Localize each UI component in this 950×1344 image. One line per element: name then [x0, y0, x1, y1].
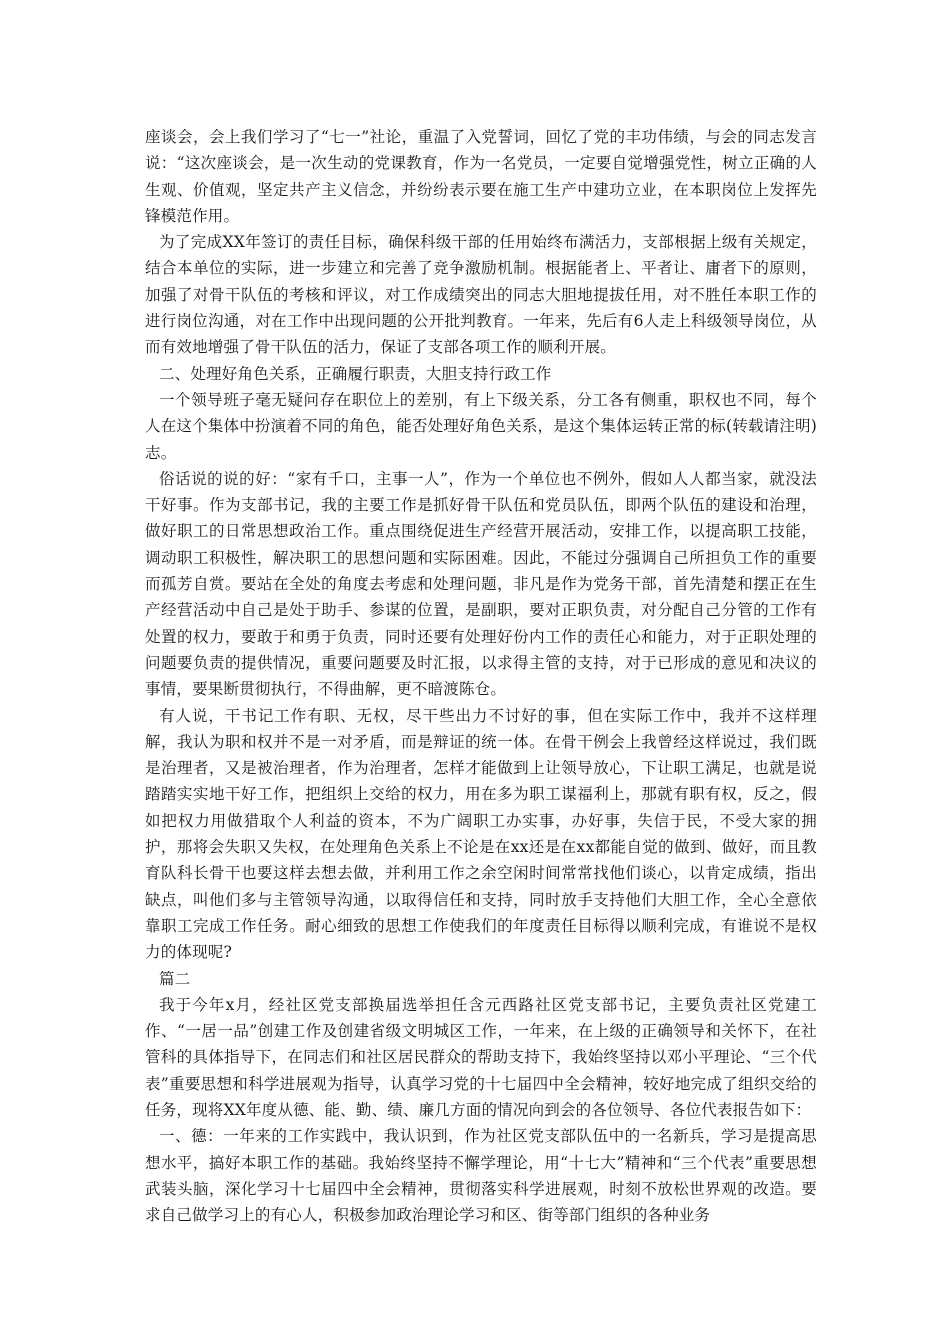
chapter-heading-2: 篇二 [159, 969, 191, 988]
document-body [145, 124, 817, 1228]
paragraph-2: 为了完成XX年签订的责任目标，确保科级干部的任用始终布满活力，支部根据上级有关规定，结合本单位的实际，进一步建立和完善了竞争激励机制。根据能者上、平者让、庸者下的原则，加强了对骨干队伍的考核和评议，对工作成绩突出的同志大胆地提拔任用，对不胜任本职工作的进行岗位沟通，对在工作中出现问题的公开批判教育。一年来，先后有6人走上科级领导岗位，从而有效地增强了骨干队伍的活力，保证了支部各项工作的顺利开展。 [145, 233, 817, 357]
paragraph-1: 座谈会，会上我们学习了“七一”社论，重温了入党誓词，回忆了党的丰功伟绩，与会的同志发言说：“这次座谈会，是一次生动的党课教育，作为一名党员，一定要自觉增强党性，树立正确的人生观、价值观，坚定共产主义信念，并纷纷表示要在施工生产中建功立业，在本职岗位上发挥先锋模范作用。 [145, 128, 817, 225]
paragraph-4: 一个领导班子毫无疑问存在职位上的差别，有上下级关系，分工各有侧重，职权也不同，每个人在这个集体中扮演着不同的角色，能否处理好角色关系，是这个集体运转正常的标(转载请注明)志。 [145, 390, 817, 462]
section-heading-2: 二、处理好角色关系，正确履行职责，大胆支持行政工作 [159, 364, 552, 383]
paragraph-6: 有人说，干书记工作有职、无权，尽干些出力不讨好的事，但在实际工作中，我并不这样理解，我认为职和权并不是一对矛盾，而是辩证的统一体。在骨干例会上我曾经这样说过，我们既是治理者，又是被治理者，作为治理者，怎样才能做到上让领导放心，下让职工满足，也就是说踏踏实实地干好工作，把组织上交给的权力，用在多为职工谋福利上，那就有职有权，反之，假如把权力用做猎取个人利益的资本，不为广阔职工办实事，办好事，失信于民，不受大家的拥护，那将会失职又失权，在处理角色关系上不论是在xx还是在xx都能自觉的做到、做好，而且教育队科长骨干也要这样去想去做，并利用工作之余空闲时间常常找他们谈心，以肯定成绩，指出缺点，叫他们多与主管领导沟通，以取得信任和支持，同时放手支持他们大胆工作，全心全意依靠职工完成工作任务。耐心细致的思想工作使我们的年度责任目标得以顺利完成，有谁说不是权力的体现呢? [145, 706, 817, 962]
paragraph-8: 我于今年x月，经社区党支部换届选举担任含元西路社区党支部书记，主要负责社区党建工作、“一居一品”创建工作及创建省级文明城区工作，一年来，在上级的正确领导和关怀下，在社管科的具体指导下，在同志们和社区居民群众的帮助支持下，我始终坚持以邓小平理论、“三个代表”重要思想和科学进展观为指导，认真学习党的十七届四中全会精神，较好地完成了组织交给的任务，现将XX年度从德、能、勤、绩、廉几方面的情况向到会的各位领导、各位代表报告如下： [145, 995, 817, 1119]
paragraph-9: 一、德：一年来的工作实践中，我认识到，作为社区党支部队伍中的一名新兵，学习是提高思想水平，搞好本职工作的基础。我始终坚持不懈学理论，用“十七大”精神和“三个代表”重要思想武装头脑，深化学习十七届四中全会精神，贯彻落实科学进展观，时刻不放松世界观的改造。要求自己做学习上的有心人，积极参加政治理论学习和区、街等部门组织的各种业务 [145, 1127, 817, 1225]
paragraph-5: 俗话说的说的好：“家有千口，主事一人”，作为一个单位也不例外，假如人人都当家，就没法干好事。作为支部书记，我的主要工作是抓好骨干队伍和党员队伍，即两个队伍的建设和治理，做好职工的日常思想政治工作。重点围绕促进生产经营开展活动，安排工作，以提高职工技能，调动职工积极性，解决职工的思想问题和实际困难。因此，不能过分强调自己所担负工作的重要而孤芳自赏。要站在全处的角度去考虑和处理问题，非凡是作为党务干部，首先清楚和摆正在生产经营活动中自己是处于助手、参谋的位置，是副职，要对正职负责，对分配自己分管的工作有处置的权力，要敢于和勇于负责，同时还要有处理好份内工作的责任心和能力，对于正职处理的问题要负责的提供情况，重要问题要及时汇报，以求得主管的支持，对于已形成的意见和决议的事情，要果断贯彻执行，不得曲解，更不暗渡陈仓。 [145, 469, 817, 699]
